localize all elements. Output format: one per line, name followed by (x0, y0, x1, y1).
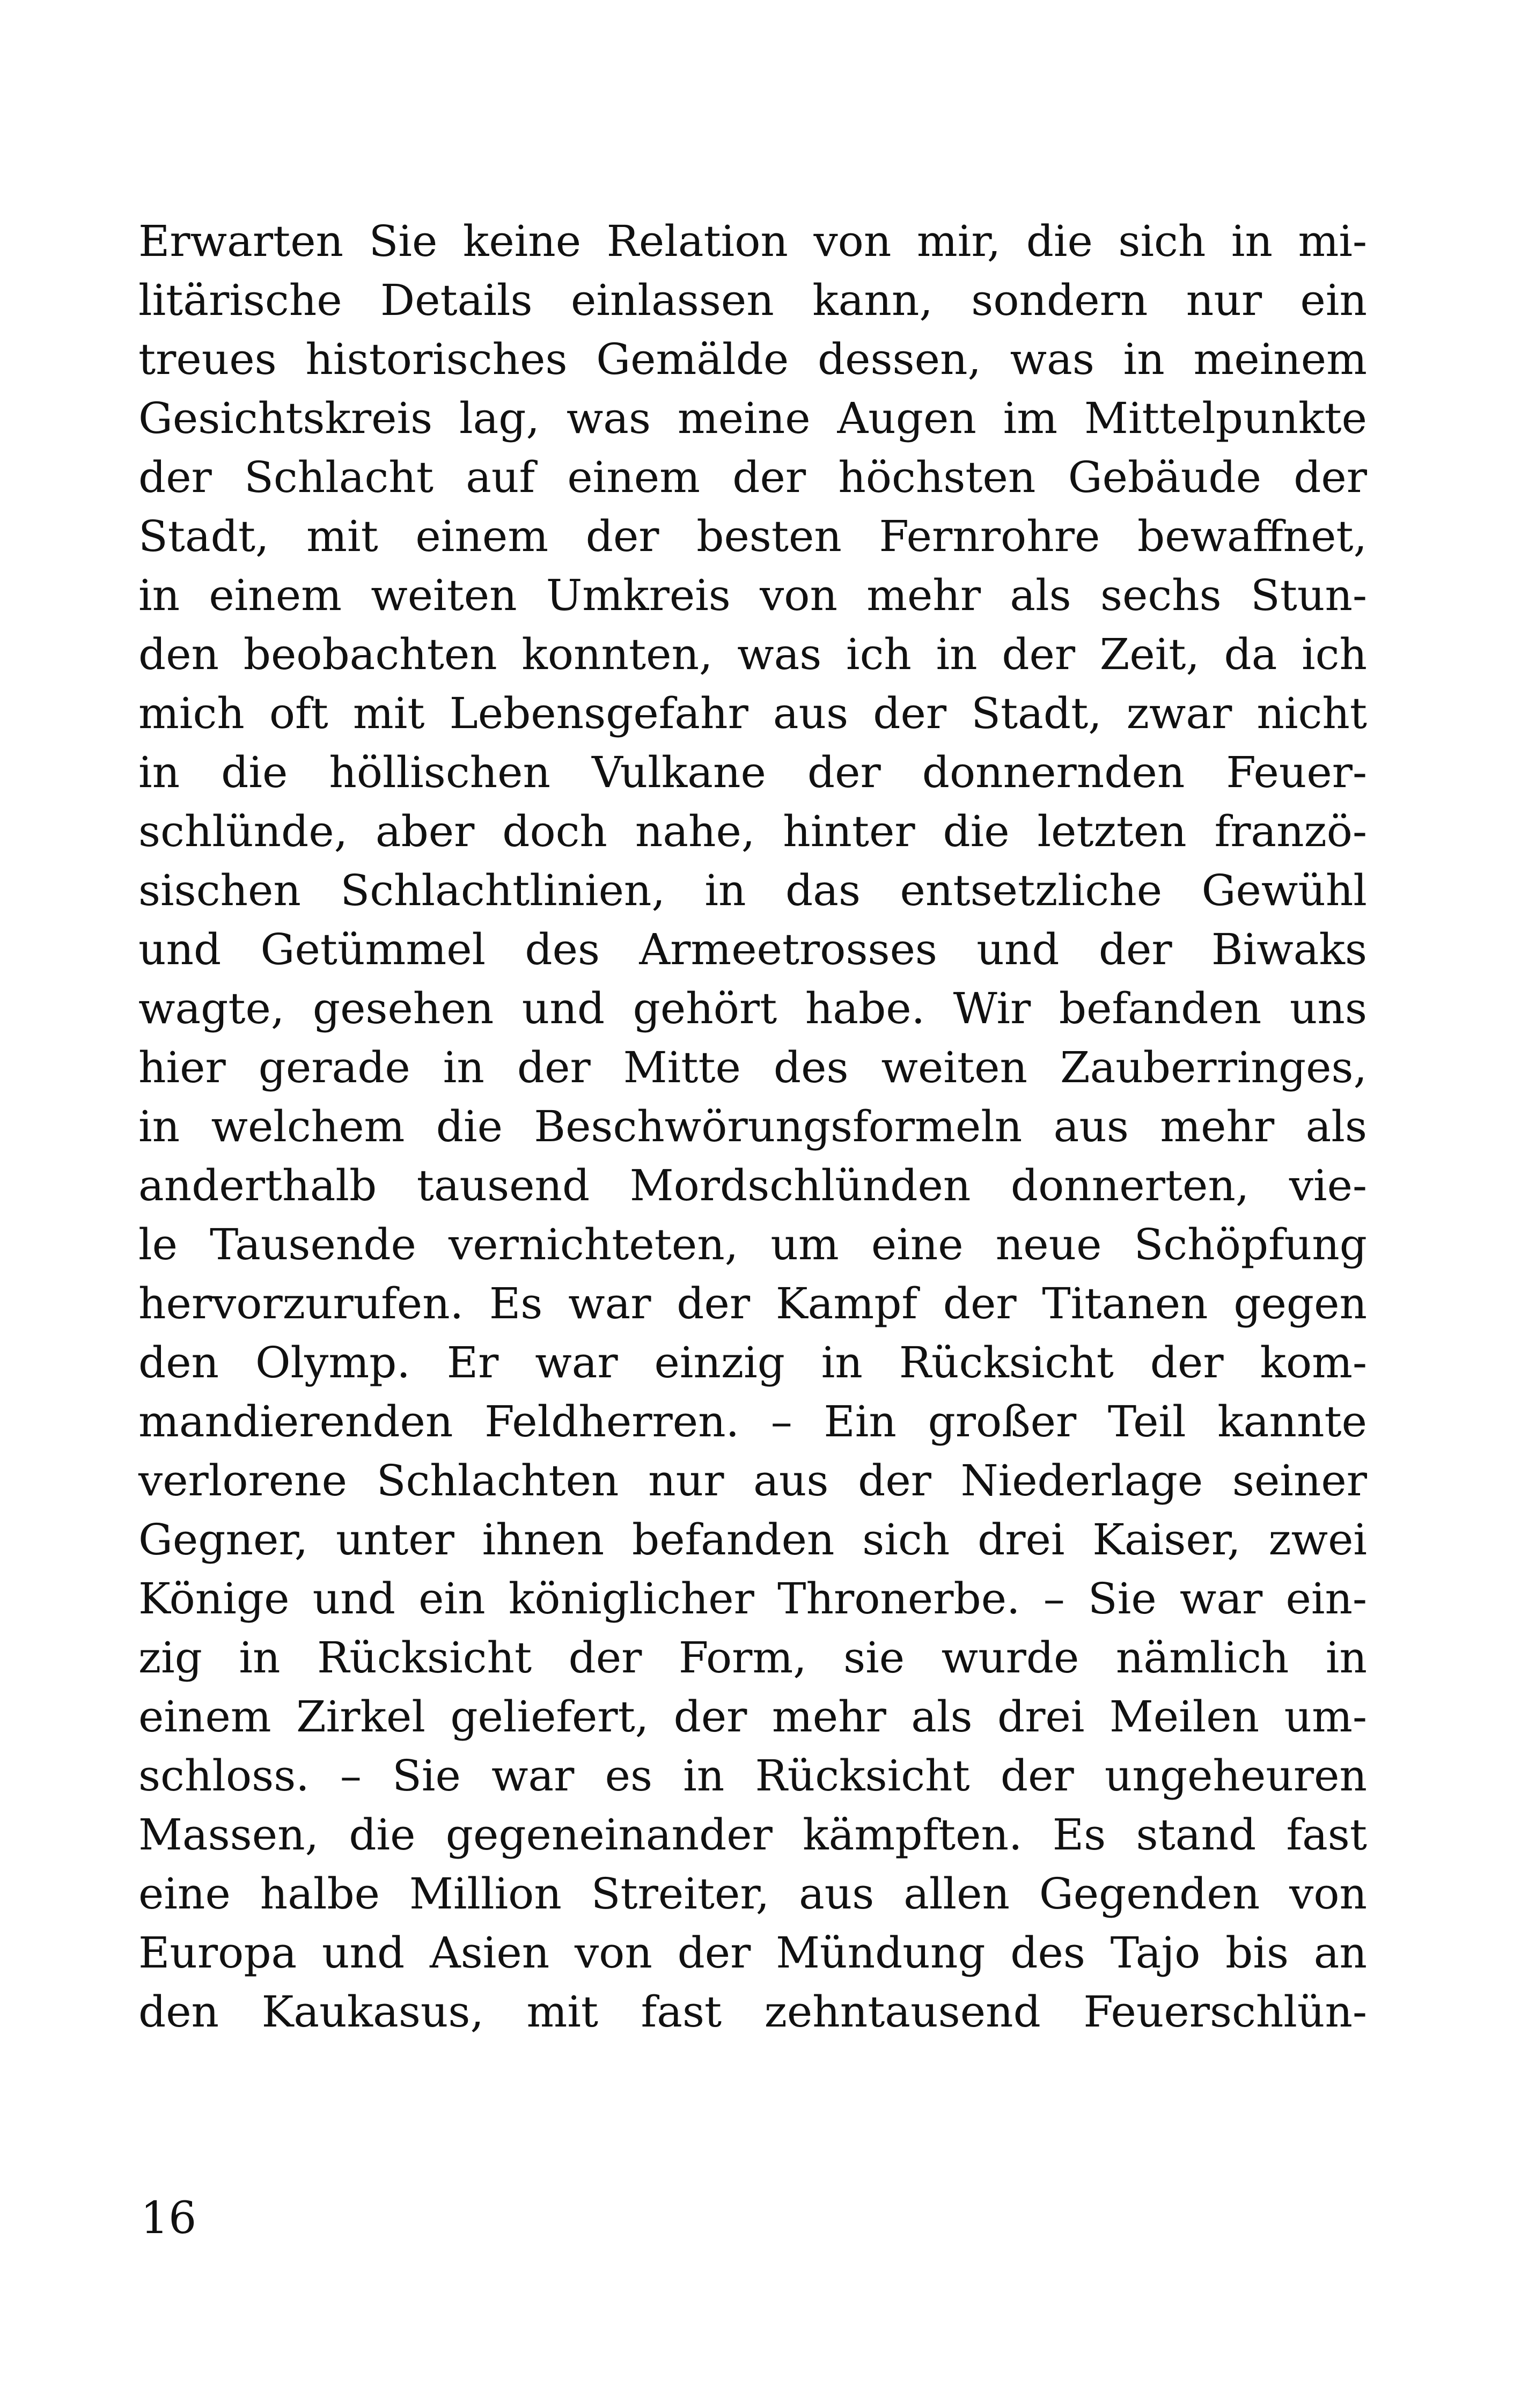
text-line: schlünde, aber doch nahe, hinter die letzten franzö- (138, 806, 1367, 856)
text-line: in einem weiten Umkreis von mehr als sechs Stun- (138, 570, 1367, 620)
text-line: Europa und Asien von der Mündung des Tajo bis an (138, 1928, 1367, 1978)
page-number: 16 (141, 2193, 197, 2244)
text-line: in welchem die Beschwörungsformeln aus mehr als (138, 1102, 1367, 1151)
text-line: mandierenden Feldherren. – Ein großer Teil kannte (138, 1397, 1367, 1447)
text-line: anderthalb tausend Mordschlünden donnerten, vie- (138, 1161, 1367, 1210)
text-line: litärische Details einlassen kann, sondern nur ein (138, 275, 1367, 325)
text-line: wagte, gesehen und gehört habe. Wir befanden uns (138, 983, 1367, 1033)
text-line: Massen, die gegeneinander kämpften. Es stand fast (138, 1810, 1367, 1860)
body-text (138, 212, 1367, 2042)
text-line: zig in Rücksicht der Form, sie wurde nämlich in (138, 1633, 1367, 1683)
text-line: einem Zirkel geliefert, der mehr als drei Meilen um- (138, 1692, 1367, 1742)
text-line: den Kaukasus, mit fast zehntausend Feuerschlün- (138, 1987, 1367, 2037)
text-line: und Getümmel des Armeetrosses und der Biwaks (138, 924, 1367, 974)
text-line: eine halbe Million Streiter, aus allen Gegenden von (138, 1869, 1367, 1919)
text-line: Gesichtskreis lag, was meine Augen im Mittelpunkte (138, 393, 1367, 443)
text-line: Gegner, unter ihnen befanden sich drei Kaiser, zwei (138, 1515, 1367, 1565)
text-line: der Schlacht auf einem der höchsten Gebäude der (138, 452, 1367, 502)
text-line: den Olymp. Er war einzig in Rücksicht der kom- (138, 1338, 1367, 1387)
text-line: Könige und ein königlicher Thronerbe. – Sie war ein- (138, 1574, 1367, 1624)
text-line: le Tausende vernichteten, um eine neue Schöpfung (138, 1220, 1367, 1269)
text-line: hervorzurufen. Es war der Kampf der Titanen gegen (138, 1279, 1367, 1328)
text-line: treues historisches Gemälde dessen, was in meinem (138, 334, 1367, 384)
text-line: hier gerade in der Mitte des weiten Zauberringes, (138, 1043, 1367, 1092)
text-line: sischen Schlachtlinien, in das entsetzliche Gewühl (138, 865, 1367, 915)
text-line: verlorene Schlachten nur aus der Niederlage seiner (138, 1456, 1367, 1506)
text-line: Erwarten Sie keine Relation von mir, die sich in mi- (138, 216, 1367, 266)
text-line: Stadt, mit einem der besten Fernrohre bewaffnet, (138, 511, 1367, 561)
text-line: mich oft mit Lebensgefahr aus der Stadt, zwar nicht (138, 688, 1367, 738)
text-line: schloss. – Sie war es in Rücksicht der ungeheuren (138, 1751, 1367, 1801)
text-line: den beobachten konnten, was ich in der Zeit, da ich (138, 629, 1367, 679)
text-line: in die höllischen Vulkane der donnernden Feuer- (138, 747, 1367, 797)
